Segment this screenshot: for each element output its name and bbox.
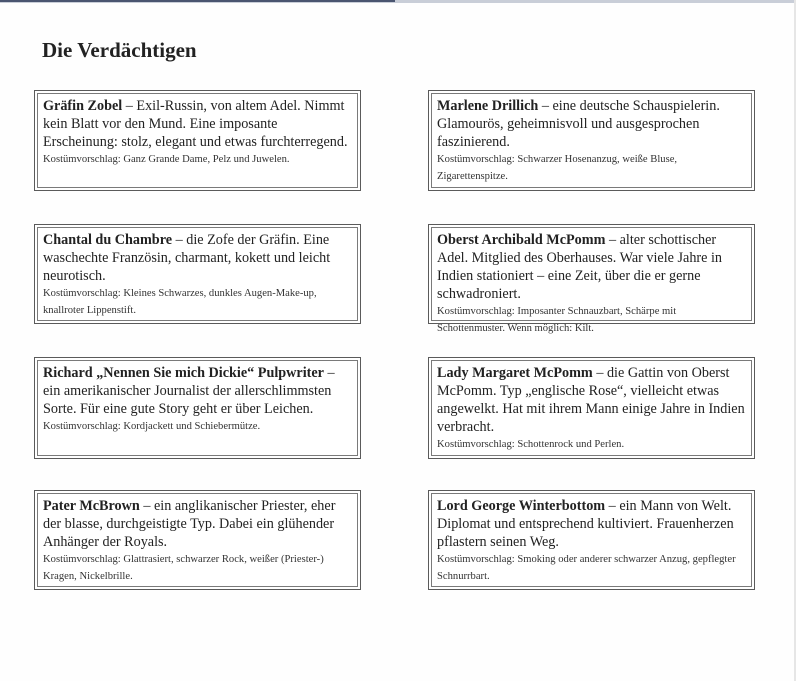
suspect-description bbox=[43, 231, 352, 285]
costume-suggestion: Kostümvorschlag: Ganz Grande Dame, Pelz und Juwelen. bbox=[43, 154, 290, 165]
suspect-description bbox=[437, 364, 746, 436]
costume-suggestion: Kostümvorschlag: Glattrasiert, schwarzer Rock, weißer (Priester-) Kragen, Nickelbrille. bbox=[43, 554, 324, 582]
costume-suggestion: Kostümvorschlag: Imposanter Schnauzbart, Schärpe mit Schottenmuster. Wenn möglich: Kilt. bbox=[437, 306, 677, 334]
suspect-text: – ein anglikanischer Priester, eher der blasse, durchgeistigte Typ. Dabei ein glühender Anhänger der Royals. bbox=[43, 498, 336, 550]
suspect-text: – ein amerikanischer Journalist der allerschlimmsten Sorte. Für eine gute Story geht er über Leichen. bbox=[43, 365, 335, 417]
suspect-description bbox=[437, 497, 746, 551]
suspect-card-marlene-drillich bbox=[428, 90, 755, 191]
suspect-name: Pater McBrown bbox=[43, 498, 140, 514]
suspect-name: Gräfin Zobel bbox=[43, 98, 123, 114]
suspect-text: – die Zofe der Gräfin. Eine waschechte Französin, charmant, kokett und leicht neurotisch. bbox=[43, 232, 331, 284]
suspect-text: – eine deutsche Schauspielerin. Glamourös, geheimnisvoll und ausgesprochen faszinierend. bbox=[437, 98, 720, 150]
suspect-name: Lady Margaret McPomm bbox=[437, 365, 593, 381]
suspect-card-oberst-archibald-mcpomm bbox=[428, 224, 755, 334]
suspect-text: – die Gattin von Oberst McPomm. Typ „englische Rose“, vielleicht etwas angewelkt. Hat mit ihrem Mann einige Jahre in Indien verbracht. bbox=[437, 365, 745, 435]
page-title: Die Verdächtigen bbox=[42, 38, 197, 62]
suspect-description bbox=[43, 497, 352, 551]
suspect-description bbox=[437, 97, 746, 151]
suspect-card-chantal-du-chambre bbox=[34, 224, 361, 324]
suspect-card-lady-margaret-mcpomm bbox=[428, 357, 755, 459]
costume-suggestion: Kostümvorschlag: Kordjackett und Schiebermütze. bbox=[43, 421, 261, 432]
suspect-text: – alter schottischer Adel. Mitglied des Oberhauses. War viele Jahre in Indien stationiert – eine Zeit, über die er gerne schwadroniert. bbox=[437, 232, 723, 302]
suspect-description bbox=[43, 364, 352, 418]
suspect-name: Chantal du Chambre bbox=[43, 232, 173, 248]
suspect-card-lord-george-winterbottom bbox=[428, 490, 755, 590]
suspect-name: Lord George Winterbottom bbox=[437, 498, 606, 514]
suspect-card-graefin-zobel bbox=[34, 90, 361, 191]
suspect-card-richard-pulpwriter bbox=[34, 357, 361, 459]
suspect-card-pater-mcbrown bbox=[34, 490, 361, 590]
costume-suggestion: Kostümvorschlag: Kleines Schwarzes, dunkles Augen-Make-up, knallroter Lippenstift. bbox=[43, 288, 317, 316]
costume-suggestion: Kostümvorschlag: Schottenrock und Perlen. bbox=[437, 439, 625, 450]
suspect-description bbox=[43, 97, 352, 151]
suspect-name: Oberst Archibald McPomm bbox=[437, 232, 606, 248]
suspect-name: Richard „Nennen Sie mich Dickie“ Pulpwriter bbox=[43, 365, 324, 381]
suspect-text: – ein Mann von Welt. Diplomat und entsprechend kultiviert. Frauenherzen pflastern seinen Weg. bbox=[437, 498, 734, 550]
suspect-text: – Exil-Russin, von altem Adel. Nimmt kein Blatt vor den Mund. Eine imposante Erscheinung: stolz, elegant und etwas furchterregend. bbox=[43, 98, 348, 150]
suspect-name: Marlene Drillich bbox=[437, 98, 539, 114]
suspect-description bbox=[437, 231, 746, 303]
top-rule-accent bbox=[0, 0, 395, 2]
costume-suggestion: Kostümvorschlag: Schwarzer Hosenanzug, weiße Bluse, Zigarettenspitze. bbox=[437, 154, 678, 182]
costume-suggestion: Kostümvorschlag: Smoking oder anderer schwarzer Anzug, gepflegter Schnurrbart. bbox=[437, 554, 736, 582]
